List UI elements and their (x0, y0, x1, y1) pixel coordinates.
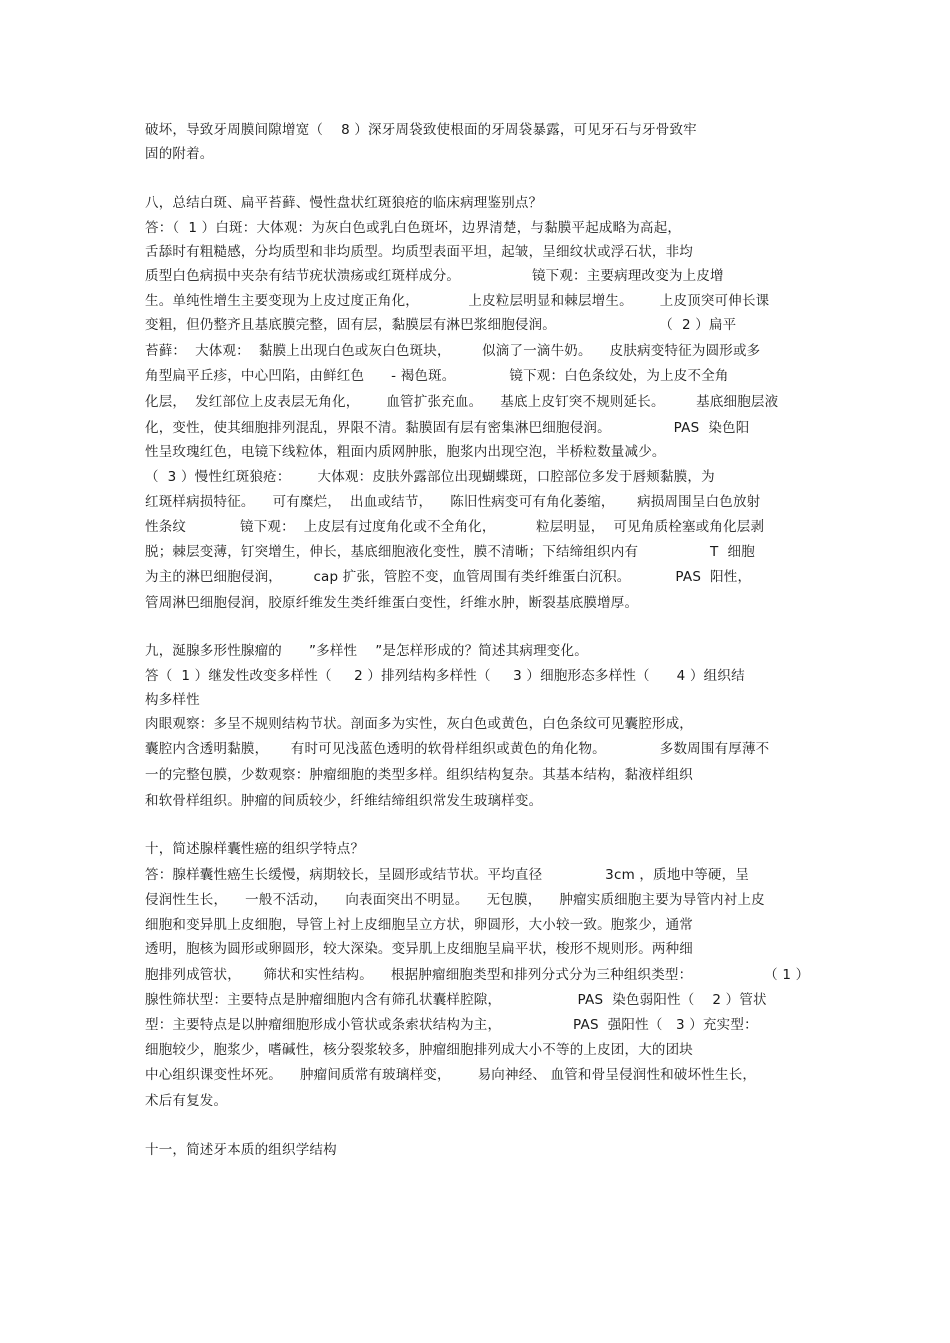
text-line: 破坏，导致牙周膜间隙增宽（ 8 ）深牙周袋致使根面的牙周袋暴露，可见牙石与牙骨致牢 (145, 122, 697, 138)
text-line: 构多样性 (145, 692, 200, 708)
text-line: 透明，胞核为圆形或卵圆形，较大深染。变异肌上皮细胞呈扁平状，梭形不规则形。两种细 (145, 941, 693, 957)
text-line: 囊腔内含透明黏膜， 有时可见浅蓝色透明的软骨样组织或黄色的角化物。 多数周围有厚薄不 (145, 741, 770, 757)
text-line: 变粗，但仍整齐且基底膜完整，固有层，黏膜层有淋巴浆细胞侵润。 （ 2 ）扁平 (145, 317, 737, 333)
text-line: 角型扁平丘疹，中心凹陷，由鲜红色 - 褐色斑。 镜下观：白色条纹处，为上皮不全角 (145, 368, 729, 384)
section-heading: 八，总结白斑、扁平苔藓、慢性盘状红斑狼疮的临床病理鉴别点？ (145, 195, 543, 211)
text-line: 舌舔时有粗糙感，分均质型和非均质型。均质型表面平坦，起皱，呈细纹状或浮石状，非均 (145, 244, 693, 260)
text-line: 生。单纯性增生主要变现为上皮过度正角化， 上皮粒层明显和棘层增生。 上皮顶突可伸长课 (145, 293, 770, 309)
section-heading: 九，涎腺多形性腺瘤的 ”多样性 ”是怎样形成的？简述其病理变化。 (145, 643, 588, 659)
text-line: 化，变性，使其细胞排列混乱，界限不清。黏膜固有层有密集淋巴细胞侵润。 PAS 染色阳 (145, 420, 750, 436)
text-line: 性呈玫瑰红色，电镜下线粒体，粗面内质网肿胀，胞浆内出现空泡，半桥粒数量减少。 (145, 444, 666, 460)
text-line: 中心组织课变性坏死。 肿瘤间质常有玻璃样变， 易向神经、 血管和骨呈侵润性和破坏性生长， (145, 1067, 757, 1083)
text-line: 答：腺样囊性癌生长缓慢，病期较长，呈圆形或结节状。平均直径 3cm ，质地中等硬，呈 (145, 867, 750, 883)
text-line: 化层， 发红部位上皮表层无角化， 血管扩张充血。 基底上皮钉突不规则延长。 基底细胞层液 (145, 394, 779, 410)
text-line: 肉眼观察：多呈不规则结构节状。剖面多为实性，灰白色或黄色，白色条纹可见囊腔形成， (145, 716, 693, 732)
text-line: 固的附着。 (145, 146, 214, 162)
text-line: 性条纹 镜下观： 上皮层有过度角化或不全角化， 粒层明显， 可见角质栓塞或角化层剥 (145, 519, 765, 535)
section-heading: 十，简述腺样囊性癌的组织学特点？ (145, 841, 365, 857)
text-line: 腺性筛状型：主要特点是肿瘤细胞内含有筛孔状囊样腔隙， PAS 染色弱阳性（ 2 ）管状 (145, 992, 767, 1008)
text-line: 为主的淋巴细胞侵润， cap 扩张，管腔不变，血管周围有类纤维蛋白沉积。 PAS 阳性， (145, 569, 752, 585)
text-line: 脱；棘层变薄，钉突增生，伸长，基底细胞液化变性，膜不清晰；下结缔组织内有 T 细胞 (145, 544, 755, 560)
text-line: 细胞和变异肌上皮细胞，导管上衬上皮细胞呈立方状，卵圆形，大小较一致。胞浆少，通常 (145, 917, 693, 933)
section-heading: 十一，简述牙本质的组织学结构 (145, 1142, 337, 1158)
text-line: 管周淋巴细胞侵润，胶原纤维发生类纤维蛋白变性，纤维水肿，断裂基底膜增厚。 (145, 595, 639, 611)
text-line: （ 3 ）慢性红斑狼疮： 大体观：皮肤外露部位出现蝴蝶斑，口腔部位多发于唇颊黏膜，为 (145, 469, 715, 485)
text-line: 术后有复发。 (145, 1093, 228, 1109)
text-line: 答：（ 1 ）白斑：大体观：为灰白色或乳白色斑坏，边界清楚，与黏膜平起成略为高起， (145, 220, 682, 236)
text-line: 答（ 1 ）继发性改变多样性（ 2 ）排列结构多样性（ 3 ）细胞形态多样性（ 4 ）组织结 (145, 668, 745, 684)
text-line: 细胞较少，胞浆少，嗜碱性，核分裂浆较多，肿瘤细胞排列成大小不等的上皮团，大的团块 (145, 1042, 693, 1058)
text-line: 一的完整包膜，少数观察：肿瘤细胞的类型多样。组织结构复杂。其基本结构，黏液样组织 (145, 767, 693, 783)
text-line: 胞排列成管状， 筛状和实性结构。 根据肿瘤细胞类型和排列分式分为三种组织类型： （ 1 ） (145, 967, 810, 983)
text-line: 和软骨样组织。肿瘤的间质较少，纤维结缔组织常发生玻璃样变。 (145, 793, 543, 809)
text-line: 红斑样病损特征。 可有糜烂， 出血或结节， 陈旧性病变可有角化萎缩， 病损周围呈白色放射 (145, 494, 761, 510)
text-line: 型：主要特点是以肿瘤细胞形成小管状或条索状结构为主， PAS 强阳性（ 3 ）充实型： (145, 1017, 758, 1033)
text-line: 质型白色病损中夹杂有结节疣状溃疡或红斑样成分。 镜下观：主要病理改变为上皮增 (145, 268, 724, 284)
text-line: 苔藓： 大体观： 黏膜上出现白色或灰白色斑块， 似滴了一滴牛奶。 皮肤病变特征为圆形或多 (145, 343, 761, 359)
text-line: 侵润性生长， 一般不活动， 向表面突出不明显。 无包膜， 肿瘤实质细胞主要为导管内衬上皮 (145, 892, 765, 908)
